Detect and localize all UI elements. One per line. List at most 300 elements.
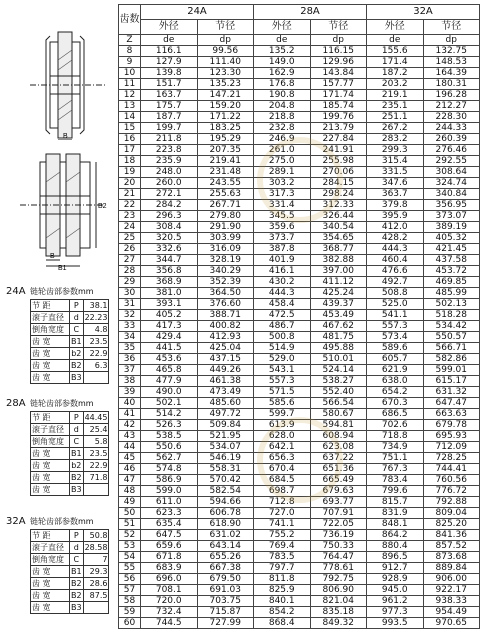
table-cell: 395.9 bbox=[367, 211, 424, 222]
table-cell: 698.7 bbox=[254, 486, 311, 497]
spec-key: 齿 宽 bbox=[31, 590, 70, 602]
table-cell: 954.49 bbox=[423, 607, 480, 618]
table-cell: 792.88 bbox=[423, 497, 480, 508]
table-cell: 412.0 bbox=[367, 222, 424, 233]
table-cell: 718.8 bbox=[367, 431, 424, 442]
table-cell: 492.7 bbox=[367, 277, 424, 288]
table-cell: 815.7 bbox=[367, 497, 424, 508]
spec-block-28a bbox=[6, 396, 109, 496]
table-row bbox=[119, 354, 480, 365]
table-cell: 155.6 bbox=[367, 46, 424, 57]
table-cell: 691.03 bbox=[197, 585, 254, 596]
table-cell: 769.4 bbox=[254, 541, 311, 552]
spec-symbol: B3 bbox=[71, 603, 82, 612]
table-row bbox=[119, 134, 480, 145]
tooth-count-cell: 12 bbox=[119, 90, 141, 101]
table-cell: 720.0 bbox=[141, 596, 198, 607]
table-cell: 303.99 bbox=[197, 233, 254, 244]
tooth-count-cell: 57 bbox=[119, 585, 141, 596]
spec-row bbox=[31, 424, 109, 436]
table-cell: 518.28 bbox=[423, 310, 480, 321]
table-row bbox=[119, 189, 480, 200]
table-cell: 573.4 bbox=[367, 332, 424, 343]
spec-row bbox=[31, 542, 109, 554]
table-cell: 388.71 bbox=[197, 310, 254, 321]
table-cell: 241.91 bbox=[310, 145, 367, 156]
table-cell: 683.9 bbox=[141, 563, 198, 574]
table-cell: 151.7 bbox=[141, 79, 198, 90]
tooth-count-cell: 33 bbox=[119, 321, 141, 332]
table-cell: 873.68 bbox=[423, 552, 480, 563]
table-cell: 260.39 bbox=[423, 134, 480, 145]
spec-value: 22.9 bbox=[83, 348, 109, 360]
tooth-count-cell: 8 bbox=[119, 46, 141, 57]
table-cell: 344.7 bbox=[141, 255, 198, 266]
spec-key: 节 距 bbox=[31, 530, 70, 542]
spec-value: 38.1 bbox=[83, 300, 109, 312]
dim-b-label-2: B bbox=[50, 253, 55, 260]
table-row bbox=[119, 79, 480, 90]
table-cell: 635.4 bbox=[141, 519, 198, 530]
table-cell: 228.30 bbox=[423, 112, 480, 123]
table-row bbox=[119, 101, 480, 112]
table-cell: 510.01 bbox=[310, 354, 367, 365]
table-cell: 397.00 bbox=[310, 266, 367, 277]
table-cell: 243.55 bbox=[197, 178, 254, 189]
table-cell: 354.65 bbox=[310, 233, 367, 244]
table-row bbox=[119, 299, 480, 310]
table-cell: 497.72 bbox=[197, 409, 254, 420]
table-cell: 651.36 bbox=[310, 464, 367, 475]
tooth-count-cell: 32 bbox=[119, 310, 141, 321]
table-row bbox=[119, 310, 480, 321]
table-cell: 356.95 bbox=[423, 200, 480, 211]
table-body bbox=[119, 46, 480, 629]
table-cell: 279.80 bbox=[197, 211, 254, 222]
table-cell: 356.8 bbox=[141, 266, 198, 277]
spec-symbol: B2 bbox=[71, 579, 82, 588]
table-cell: 993.5 bbox=[367, 618, 424, 629]
table-cell: 127.9 bbox=[141, 57, 198, 68]
table-cell: 425.04 bbox=[197, 343, 254, 354]
table-cell: 320.5 bbox=[141, 233, 198, 244]
table-cell: 663.63 bbox=[423, 409, 480, 420]
table-cell: 227.84 bbox=[310, 134, 367, 145]
symbol-dp: dp bbox=[310, 35, 367, 46]
tooth-count-cell: 37 bbox=[119, 365, 141, 376]
table-cell: 449.26 bbox=[197, 365, 254, 376]
table-cell: 848.1 bbox=[367, 519, 424, 530]
table-cell: 246.9 bbox=[254, 134, 311, 145]
tooth-count-cell: 40 bbox=[119, 398, 141, 409]
table-cell: 654.2 bbox=[367, 387, 424, 398]
tooth-count-cell: 59 bbox=[119, 607, 141, 618]
table-cell: 412.93 bbox=[197, 332, 254, 343]
table-cell: 783.5 bbox=[254, 552, 311, 563]
table-cell: 207.35 bbox=[197, 145, 254, 156]
table-row bbox=[119, 453, 480, 464]
table-cell: 368.77 bbox=[310, 244, 367, 255]
sub-header-outer-diameter: 外径 bbox=[254, 20, 311, 35]
table-cell: 744.41 bbox=[423, 464, 480, 475]
tooth-count-cell: 28 bbox=[119, 266, 141, 277]
table-cell: 922.17 bbox=[423, 585, 480, 596]
spec-row bbox=[31, 578, 109, 590]
table-cell: 550.6 bbox=[141, 442, 198, 453]
spec-value: 22.23 bbox=[84, 313, 108, 322]
table-row bbox=[119, 618, 480, 629]
spec-symbol: B1 bbox=[71, 337, 82, 346]
spec-value: 29.3 bbox=[83, 566, 109, 578]
table-cell: 811.8 bbox=[254, 574, 311, 585]
spec-key: 节 距 bbox=[31, 300, 70, 312]
table-cell: 123.30 bbox=[197, 68, 254, 79]
table-cell: 693.77 bbox=[310, 497, 367, 508]
table-cell: 430.2 bbox=[254, 277, 311, 288]
table-cell: 400.82 bbox=[197, 321, 254, 332]
spec-key: 倒角宽度 bbox=[31, 554, 70, 566]
tooth-count-cell: 52 bbox=[119, 530, 141, 541]
table-cell: 521.95 bbox=[197, 431, 254, 442]
table-cell: 638.0 bbox=[367, 376, 424, 387]
table-cell: 750.33 bbox=[310, 541, 367, 552]
spec-tag: 24A bbox=[6, 285, 26, 297]
table-cell: 139.8 bbox=[141, 68, 198, 79]
table-cell: 880.4 bbox=[367, 541, 424, 552]
table-cell: 284.2 bbox=[141, 200, 198, 211]
table-cell: 340.54 bbox=[310, 222, 367, 233]
table-row bbox=[119, 123, 480, 134]
table-cell: 195.29 bbox=[197, 134, 254, 145]
table-cell: 267.2 bbox=[367, 123, 424, 134]
table-cell: 571.5 bbox=[254, 387, 311, 398]
table-cell: 857.52 bbox=[423, 541, 480, 552]
table-cell: 722.05 bbox=[310, 519, 367, 530]
spec-block-24a bbox=[6, 284, 109, 384]
tooth-count-cell: 49 bbox=[119, 497, 141, 508]
table-cell: 589.6 bbox=[367, 343, 424, 354]
table-cell: 176.8 bbox=[254, 79, 311, 90]
tooth-count-cell: 44 bbox=[119, 442, 141, 453]
tooth-count-cell: 22 bbox=[119, 200, 141, 211]
spec-key: 倒角宽度 bbox=[31, 436, 70, 448]
table-row bbox=[119, 200, 480, 211]
table-cell: 582.86 bbox=[423, 354, 480, 365]
spec-row bbox=[31, 300, 109, 312]
table-cell: 213.79 bbox=[310, 123, 367, 134]
table-cell: 272.1 bbox=[141, 189, 198, 200]
table-cell: 308.64 bbox=[423, 167, 480, 178]
spec-row bbox=[31, 484, 109, 496]
table-cell: 500.8 bbox=[254, 332, 311, 343]
table-cell: 586.9 bbox=[141, 475, 198, 486]
table-cell: 543.1 bbox=[254, 365, 311, 376]
table-cell: 608.94 bbox=[310, 431, 367, 442]
table-row bbox=[119, 387, 480, 398]
table-cell: 251.1 bbox=[367, 112, 424, 123]
table-cell: 340.29 bbox=[197, 266, 254, 277]
table-cell: 439.37 bbox=[310, 299, 367, 310]
table-cell: 267.71 bbox=[197, 200, 254, 211]
table-cell: 162.9 bbox=[254, 68, 311, 79]
table-row bbox=[119, 167, 480, 178]
spec-row bbox=[31, 554, 109, 566]
table-cell: 157.77 bbox=[310, 79, 367, 90]
table-cell: 465.8 bbox=[141, 365, 198, 376]
spec-caption: 链轮齿部参数mm bbox=[30, 398, 94, 408]
table-cell: 303.2 bbox=[254, 178, 311, 189]
table-cell: 734.9 bbox=[367, 442, 424, 453]
table-cell: 472.5 bbox=[254, 310, 311, 321]
table-cell: 707.91 bbox=[310, 508, 367, 519]
tooth-count-cell: 21 bbox=[119, 189, 141, 200]
tooth-count-cell: 26 bbox=[119, 244, 141, 255]
spec-key: 滚子直径 bbox=[31, 312, 70, 324]
table-cell: 526.3 bbox=[141, 420, 198, 431]
table-cell: 679.63 bbox=[310, 486, 367, 497]
table-cell: 667.38 bbox=[197, 563, 254, 574]
table-cell: 594.81 bbox=[310, 420, 367, 431]
table-cell: 864.2 bbox=[367, 530, 424, 541]
spec-block-32a bbox=[6, 514, 109, 614]
spec-key: 倒角宽度 bbox=[31, 324, 70, 336]
group-header-24a: 24A bbox=[141, 5, 254, 20]
tooth-count-cell: 35 bbox=[119, 343, 141, 354]
table-cell: 728.25 bbox=[423, 453, 480, 464]
spec-symbol: P bbox=[70, 412, 84, 424]
table-cell: 665.49 bbox=[310, 475, 367, 486]
table-cell: 416.1 bbox=[254, 266, 311, 277]
spec-caption: 链轮齿部参数mm bbox=[30, 286, 94, 296]
table-cell: 373.7 bbox=[254, 233, 311, 244]
spec-value: 6.3 bbox=[83, 360, 109, 372]
table-cell: 212.27 bbox=[423, 101, 480, 112]
table-cell: 671.8 bbox=[141, 552, 198, 563]
table-cell: 219.1 bbox=[367, 90, 424, 101]
table-cell: 776.72 bbox=[423, 486, 480, 497]
table-row bbox=[119, 563, 480, 574]
table-cell: 566.54 bbox=[310, 398, 367, 409]
spec-symbol: P bbox=[70, 300, 84, 312]
table-cell: 180.31 bbox=[423, 79, 480, 90]
table-row bbox=[119, 486, 480, 497]
table-cell: 912.7 bbox=[367, 563, 424, 574]
table-cell: 618.90 bbox=[197, 519, 254, 530]
tooth-count-cell: 36 bbox=[119, 354, 141, 365]
table-cell: 727.99 bbox=[197, 618, 254, 629]
left-panel bbox=[0, 0, 118, 620]
spec-symbol: b2 bbox=[71, 461, 82, 470]
table-cell: 203.2 bbox=[367, 79, 424, 90]
spec-symbol: B3 bbox=[71, 485, 82, 494]
spec-value bbox=[83, 602, 109, 614]
symbol-de: de bbox=[141, 35, 198, 46]
table-row bbox=[119, 222, 480, 233]
table-cell: 570.42 bbox=[197, 475, 254, 486]
table-cell: 546.19 bbox=[197, 453, 254, 464]
dim-b-label: B bbox=[63, 133, 68, 140]
tooth-count-cell: 53 bbox=[119, 541, 141, 552]
table-cell: 171.74 bbox=[310, 90, 367, 101]
table-row bbox=[119, 321, 480, 332]
tooth-count-cell: 25 bbox=[119, 233, 141, 244]
table-cell: 437.15 bbox=[197, 354, 254, 365]
table-cell: 421.45 bbox=[423, 244, 480, 255]
table-cell: 190.8 bbox=[254, 90, 311, 101]
table-cell: 928.9 bbox=[367, 574, 424, 585]
tooth-count-cell: 20 bbox=[119, 178, 141, 189]
table-cell: 185.74 bbox=[310, 101, 367, 112]
spec-row bbox=[31, 348, 109, 360]
table-cell: 525.0 bbox=[367, 299, 424, 310]
table-cell: 623.3 bbox=[141, 508, 198, 519]
table-cell: 467.62 bbox=[310, 321, 367, 332]
spec-row bbox=[31, 436, 109, 448]
table-cell: 401.9 bbox=[254, 255, 311, 266]
tooth-count-cell: 17 bbox=[119, 145, 141, 156]
tooth-count-cell: 27 bbox=[119, 255, 141, 266]
table-cell: 296.3 bbox=[141, 211, 198, 222]
table-cell: 255.63 bbox=[197, 189, 254, 200]
spec-value: 50.8 bbox=[83, 530, 109, 542]
tooth-count-cell: 30 bbox=[119, 288, 141, 299]
table-cell: 485.60 bbox=[197, 398, 254, 409]
tooth-count-cell: 9 bbox=[119, 57, 141, 68]
table-cell: 219.41 bbox=[197, 156, 254, 167]
table-cell: 453.49 bbox=[310, 310, 367, 321]
table-cell: 557.3 bbox=[254, 376, 311, 387]
table-cell: 428.2 bbox=[367, 233, 424, 244]
table-row bbox=[119, 508, 480, 519]
spec-symbol: d bbox=[70, 312, 84, 324]
spec-row bbox=[31, 412, 109, 424]
table-row bbox=[119, 431, 480, 442]
table-cell: 558.31 bbox=[197, 464, 254, 475]
table-cell: 755.2 bbox=[254, 530, 311, 541]
table-cell: 441.5 bbox=[141, 343, 198, 354]
spec-symbol: B2 bbox=[71, 361, 82, 370]
table-cell: 389.19 bbox=[423, 222, 480, 233]
table-cell: 647.5 bbox=[141, 530, 198, 541]
spec-value: 28.6 bbox=[83, 578, 109, 590]
table-cell: 204.8 bbox=[254, 101, 311, 112]
table-cell: 199.7 bbox=[141, 123, 198, 134]
table-cell: 411.12 bbox=[310, 277, 367, 288]
table-cell: 244.33 bbox=[423, 123, 480, 134]
table-row bbox=[119, 178, 480, 189]
spec-value: 4.8 bbox=[83, 324, 109, 336]
table-cell: 751.1 bbox=[367, 453, 424, 464]
table-cell: 481.75 bbox=[310, 332, 367, 343]
table-cell: 744.5 bbox=[141, 618, 198, 629]
table-cell: 552.40 bbox=[310, 387, 367, 398]
table-cell: 854.2 bbox=[254, 607, 311, 618]
tooth-count-cell: 16 bbox=[119, 134, 141, 145]
table-cell: 741.1 bbox=[254, 519, 311, 530]
table-cell: 631.02 bbox=[197, 530, 254, 541]
table-row bbox=[119, 442, 480, 453]
table-cell: 376.60 bbox=[197, 299, 254, 310]
table-cell: 486.7 bbox=[254, 321, 311, 332]
spec-key: 齿 宽 bbox=[31, 472, 70, 484]
table-cell: 538.27 bbox=[310, 376, 367, 387]
table-cell: 611.0 bbox=[141, 497, 198, 508]
spec-value: 5.8 bbox=[83, 436, 109, 448]
tooth-count-cell: 55 bbox=[119, 563, 141, 574]
tooth-count-cell: 41 bbox=[119, 409, 141, 420]
table-cell: 840.1 bbox=[254, 596, 311, 607]
table-cell: 656.3 bbox=[254, 453, 311, 464]
tooth-count-cell: 50 bbox=[119, 508, 141, 519]
table-cell: 702.6 bbox=[367, 420, 424, 431]
table-cell: 148.53 bbox=[423, 57, 480, 68]
table-row bbox=[119, 68, 480, 79]
table-cell: 270.06 bbox=[310, 167, 367, 178]
table-cell: 340.84 bbox=[423, 189, 480, 200]
table-cell: 628.0 bbox=[254, 431, 311, 442]
table-cell: 557.3 bbox=[367, 321, 424, 332]
table-row bbox=[119, 46, 480, 57]
table-cell: 143.84 bbox=[310, 68, 367, 79]
table-cell: 686.5 bbox=[367, 409, 424, 420]
tooth-count-cell: 38 bbox=[119, 376, 141, 387]
sprocket-drawing-single bbox=[10, 30, 110, 140]
spec-row bbox=[31, 530, 109, 542]
table-cell: 373.07 bbox=[423, 211, 480, 222]
table-cell: 582.54 bbox=[197, 486, 254, 497]
table-row bbox=[119, 90, 480, 101]
table-cell: 945.0 bbox=[367, 585, 424, 596]
table-row bbox=[119, 112, 480, 123]
table-row bbox=[119, 288, 480, 299]
tooth-count-cell: 45 bbox=[119, 453, 141, 464]
tooth-count-cell: 23 bbox=[119, 211, 141, 222]
tooth-count-cell: 60 bbox=[119, 618, 141, 629]
spec-key: 齿 宽 bbox=[31, 448, 70, 460]
table-cell: 364.50 bbox=[197, 288, 254, 299]
tooth-count-cell: 29 bbox=[119, 277, 141, 288]
spec-key: 齿 宽 bbox=[31, 372, 70, 384]
table-row bbox=[119, 145, 480, 156]
table-cell: 970.65 bbox=[423, 618, 480, 629]
table-cell: 405.2 bbox=[141, 310, 198, 321]
spec-symbol: B3 bbox=[71, 373, 82, 382]
table-cell: 606.78 bbox=[197, 508, 254, 519]
sub-header-outer-diameter: 外径 bbox=[367, 20, 424, 35]
table-cell: 298.24 bbox=[310, 189, 367, 200]
table-cell: 379.8 bbox=[367, 200, 424, 211]
table-cell: 317.3 bbox=[254, 189, 311, 200]
table-cell: 889.84 bbox=[423, 563, 480, 574]
spec-value: 25.4 bbox=[83, 424, 109, 436]
table-cell: 116.15 bbox=[310, 46, 367, 57]
table-cell: 444.3 bbox=[254, 288, 311, 299]
spec-symbol: d bbox=[70, 542, 84, 554]
table-cell: 841.36 bbox=[423, 530, 480, 541]
table-cell: 276.46 bbox=[423, 145, 480, 156]
table-cell: 382.88 bbox=[310, 255, 367, 266]
table-cell: 574.8 bbox=[141, 464, 198, 475]
spec-symbol: C bbox=[70, 436, 84, 448]
sub-header-pitch-diameter: 节径 bbox=[310, 20, 367, 35]
table-cell: 429.4 bbox=[141, 332, 198, 343]
table-cell: 647.47 bbox=[423, 398, 480, 409]
table-cell: 514.9 bbox=[254, 343, 311, 354]
spec-row bbox=[31, 336, 109, 348]
table-cell: 328.19 bbox=[197, 255, 254, 266]
table-cell: 132.75 bbox=[423, 46, 480, 57]
table-cell: 163.7 bbox=[141, 90, 198, 101]
